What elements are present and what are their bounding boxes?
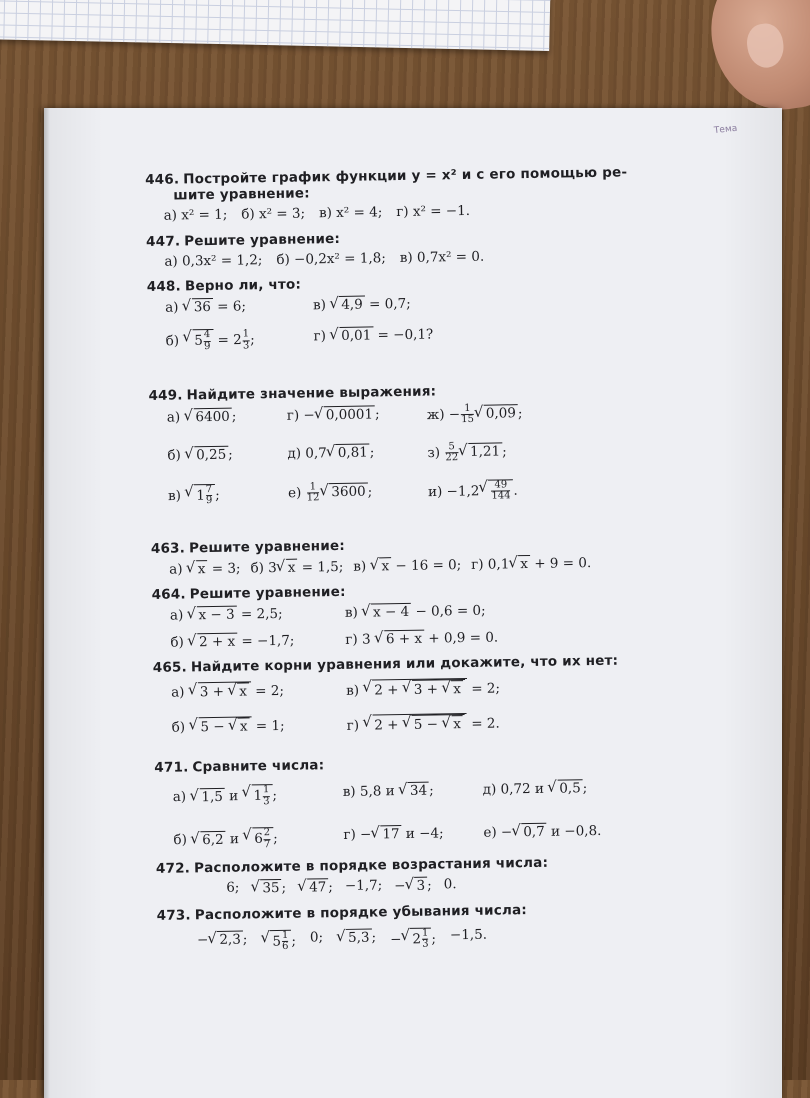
option-label: а) [169,607,184,624]
option-label: а) [165,299,179,316]
radical: √ 0,01 [339,327,373,345]
radical: √ x − 3 [196,606,236,624]
option-b [172,715,347,737]
problem-463-number: 463. [150,539,186,557]
fraction [264,828,271,850]
option-a [173,783,343,809]
sign: − [394,878,406,895]
problem-449-number: 449. [148,387,183,405]
problem-448-number: 448. [146,278,182,295]
option-a: а) 0,3x² = 1,2; [164,251,263,270]
expression-tail: ; [367,483,373,500]
expression-tail: ; [582,780,588,797]
option-label: г) 3 [345,631,371,649]
expression-tail: = 1; [255,717,285,735]
option-label: б) 3 [250,559,277,577]
corner-note: Тема [713,123,738,137]
expression-tail: = −1,7; [241,632,295,650]
expression-tail: = 0,7; [368,295,411,313]
expression-tail: + 9 = 0. [534,554,592,572]
radicand-part: 5 − [200,718,225,736]
problem-448 [147,271,668,354]
option-label: б) [165,333,180,350]
option-g [287,404,427,428]
expression-tail: = 6; [217,298,247,316]
problem-471-text: Сравните числа: [192,757,325,776]
radical [198,716,251,735]
page-edge-shadow [44,108,50,1098]
option-g [343,824,483,849]
fraction [243,330,250,352]
fraction [206,484,213,506]
option-label: в) [167,487,182,504]
denominator: 3 [242,340,250,352]
option-label: в) [353,558,367,575]
conjunction: и [229,831,240,848]
number-item [394,877,432,895]
expression-tail: и −0,8. [550,823,602,840]
inner-radical [412,714,465,733]
mixed-whole: 5 [194,332,204,350]
option-label: ж) − [426,406,461,423]
problem-448-row-2 [147,322,667,353]
denominator: 6 [282,941,289,953]
sign: − [390,931,402,948]
option-label: г) 0,1 [471,556,510,573]
fraction [422,928,429,950]
option-b [250,558,343,577]
option-b: б) −0,2x² = 1,8; [276,249,386,268]
option-label: г) [313,328,327,345]
numerator: √ 49 [494,478,508,491]
option-g: г) x² = −1. [396,203,471,221]
expression-tail: = 2; [471,680,501,697]
option-label: г) − [343,826,372,844]
number-item [337,928,376,952]
problem-465-heading [153,652,673,676]
expression-tail: ; [369,443,375,461]
problem-463 [151,532,672,578]
option-label: б) [167,446,181,464]
option-label: г) − [286,406,315,424]
numerator: 5 [448,440,455,452]
problem-471-row-2 [155,821,675,852]
expression-tail: = −0,1? [377,326,434,344]
radical [252,827,273,850]
option-v [168,482,288,507]
option-a [171,680,346,702]
sign: − [196,931,209,949]
mixed-whole: 2 [412,931,422,948]
option-zh [427,403,523,426]
separator: ; [281,880,287,897]
fraction [306,482,319,504]
radical [372,713,467,734]
problem-464-text: Решите уравнение: [189,583,346,603]
exercise-list [145,164,677,964]
expression-tail: = 3; [211,560,241,577]
expression-tail: ; [228,446,233,463]
radical: √ 3600 [329,483,368,501]
problem-463-text: Решите уравнение: [188,537,345,556]
option-label: а) [169,561,183,578]
separator: ; [371,929,377,946]
denominator: 12 [306,492,320,504]
number-item: −1,7; [344,877,383,895]
option-e [483,822,601,847]
option-label: а) [166,408,181,426]
radical: √ 0,0001 [324,405,376,423]
radical: √ 6400 [193,407,232,425]
problem-448-row-1 [147,291,667,316]
radical: √ 36 [192,298,213,316]
option-d [483,779,588,804]
option-label: б) [171,719,186,736]
separator: ; [242,931,248,948]
problem-465-text: Найдите корни уравнения или докажите, что их нет: [190,653,619,676]
fraction [491,480,510,502]
number-item [261,929,296,953]
problem-471 [154,752,675,852]
inner-radical: √ x [238,717,250,734]
option-label: г) [346,717,360,734]
expression-tail: ; [272,787,278,804]
option-label: в) [346,682,360,699]
radical: √ x [379,557,391,574]
problem-464-row-1 [152,599,672,624]
problem-471-number: 471. [154,759,189,776]
radical: √ 3 [414,877,427,894]
option-label: е) [287,484,302,501]
fraction [445,442,458,464]
expression-tail: ; [231,408,237,425]
number-item: 6; [226,879,240,897]
option-label: и) −1,2 [427,482,480,500]
expression-tail: = 1,5; [301,558,344,576]
expression-tail: и −4; [405,825,444,843]
numerator: 1 [242,328,250,340]
numerator: 1 [464,402,471,414]
number-item [197,930,248,954]
radical: √ 0,5 [557,779,583,797]
option-b [173,826,343,852]
option-v [345,602,486,621]
inner-radical: √ x [451,680,463,697]
numerator: 2 [263,827,271,839]
option-v: в) 0,7x² = 0. [399,248,485,266]
option-v [353,556,461,575]
radical: √ 35 [260,879,281,897]
radical: √ 6,2 [200,831,226,849]
problem-472-number: 472. [155,860,191,878]
inner-radical: √ x [237,682,249,699]
option-v [346,677,500,699]
mixed-whole: 1 [196,487,205,504]
problem-473-numbers [157,923,677,954]
radical: √ 4,9 [339,296,365,314]
mixed-whole: 5 [272,933,282,950]
problem-448-text: Верно ли, что: [184,276,302,295]
fraction [204,330,211,352]
expression-tail: ; [273,830,278,847]
expression-tail: ; [517,405,523,422]
separator: ; [431,930,437,947]
numerator: 1 [309,480,317,492]
radical: √ x [518,555,530,572]
problem-447-text: Решите уравнение: [184,230,341,249]
radical [198,681,251,700]
option-e [288,480,428,505]
problem-449-text: Найдите значение выражения: [186,383,437,404]
numerator: 4 [203,329,211,341]
problem-447 [146,225,667,270]
option-label: д) 0,7 [287,444,327,462]
problem-464-number: 464. [151,586,186,603]
denominator: 9 [203,340,211,352]
option-z [427,441,507,464]
option-b [167,444,287,468]
option-label: в) 5,8 и [342,783,395,801]
problem-465-number: 465. [152,659,188,677]
expression-tail: = 2. [471,715,500,732]
option-g [313,326,433,351]
radicand-part: 3 + [413,681,439,698]
denominator: 9 [205,494,213,507]
conjunction: и [229,788,239,805]
radical: √ 0,09 [484,404,518,422]
radical: √ 5,3 [346,928,372,946]
numerator: 7 [205,483,213,495]
denominator: 15 [461,413,475,426]
number-item [251,879,286,897]
radical: √ 0,25 [194,445,228,463]
radical: √ 1,5 [199,788,225,806]
option-g [347,712,500,734]
problem-449 [148,380,670,507]
denominator: 22 [445,452,459,464]
expression-tail: ; [374,405,380,422]
option-g [345,629,498,649]
option-a [167,406,287,430]
option-label: е) − [483,824,513,841]
numerator: 1 [421,927,429,939]
problem-472-text: Расположите в порядке возрастания числа: [193,854,549,877]
number-item [390,927,436,951]
problem-446-options [146,200,666,224]
denominator: 3 [263,795,270,807]
radical: √ 0,81 [336,443,370,461]
option-g [471,554,591,573]
radical: √ 2 + x [197,633,237,651]
denominator: 3 [422,938,429,950]
number-item: 0; [309,929,324,946]
option-v [343,781,483,806]
radicand-part: 2 + [374,681,399,699]
problem-471-row-1 [155,778,675,809]
radical [488,479,513,502]
option-label: в) [344,604,358,621]
inner-radical: √ x [451,715,463,732]
number-item [298,879,333,897]
radical [270,930,291,953]
expression-tail: = 2,5; [240,605,283,623]
expression-tail: . [513,482,518,499]
problem-449-row-1 [149,400,669,430]
grid-paper-sheet [0,0,551,51]
inner-radical [412,679,465,698]
radical: √ x [196,560,208,577]
radical: √ x − 4 [371,603,411,621]
finger [702,0,810,118]
radical: √ 2,3 [217,930,243,948]
denominator: 7 [263,838,271,850]
radical: √ 34 [408,782,429,800]
numerator: 1 [281,929,289,941]
option-v [313,295,411,314]
option-b: б) x² = 3; [241,205,306,223]
expression-tail: ; [502,443,507,460]
problem-473-number: 473. [156,906,191,924]
radical [251,784,272,807]
mixed-whole: 6 [254,830,263,848]
problem-473-heading [157,899,677,923]
expression-tail: + 0,9 = 0. [428,629,499,647]
expression-tail: ; [250,332,255,349]
problem-446 [145,164,666,225]
fingernail [744,21,786,70]
option-label: б) [173,832,188,849]
problem-447-options [146,246,666,270]
problem-446-number: 446. [145,171,180,188]
radical [194,483,215,506]
fraction [282,931,289,953]
problem-465 [153,652,674,737]
radical [372,678,467,699]
numerator: 1 [262,784,270,796]
radical: √ 47 [307,879,328,897]
problem-464 [152,579,673,652]
problem-472-numbers [156,873,676,898]
radical: √ 6 + x [384,630,424,648]
problem-465-row-2 [154,710,674,737]
separator: ; [328,879,334,896]
fraction [263,785,270,807]
expression-tail: ; [215,486,220,503]
option-a [165,297,275,316]
option-label: д) 0,72 и [482,780,545,798]
radical [192,329,213,352]
radical: √ x [286,558,298,575]
number-item: 0. [443,876,457,893]
problem-472 [156,853,677,899]
expression-tail: = 2; [255,682,285,699]
option-b [165,328,275,353]
option-d [287,442,427,466]
option-label: б) [170,634,184,651]
separator: ; [291,932,297,950]
option-label: а) [171,684,185,701]
option-a [170,604,345,624]
expression-tail: ; [429,782,434,799]
problem-449-row-3 [150,476,670,507]
expression-tail: − 16 = 0; [395,556,462,574]
problem-465-row-1 [153,674,673,701]
problem-464-row-2 [152,626,672,651]
problem-463-options [151,552,671,577]
problem-446-text: Постройте график функции y = x² и с его помощью ре- [183,164,628,188]
radicand-part: 5 − [413,716,439,733]
separator: ; [427,877,432,895]
expression-tail: − 0,6 = 0; [415,602,486,620]
mixed-whole: 1 [253,787,263,805]
option-i [428,479,518,503]
option-a [169,559,241,577]
fraction [461,403,474,425]
number-item: −1,5. [449,926,488,944]
option-a: а) x² = 1; [163,207,228,225]
option-label: а) [172,789,187,806]
problem-446-text-cont: шите уравнение: [173,185,310,204]
radical: √ 0,7 [521,823,547,841]
problem-473-text: Расположите в порядке убывания числа: [194,901,528,923]
radicand-part: 3 + [199,683,225,700]
option-label: з) [427,444,441,461]
option-label: в) [312,297,327,314]
option-v: в) x² = 4; [318,204,383,222]
equals-value: = 2 [217,332,242,349]
option-b [170,631,345,651]
problem-473 [157,899,678,954]
radical: √ 1,21 [468,442,502,460]
radicand-part: 2 + [374,716,399,734]
problem-449-row-2 [149,438,669,468]
denominator: 144 [491,490,511,502]
radical [410,927,431,950]
problem-447-number: 447. [145,233,181,250]
radical: √ 17 [380,825,401,843]
